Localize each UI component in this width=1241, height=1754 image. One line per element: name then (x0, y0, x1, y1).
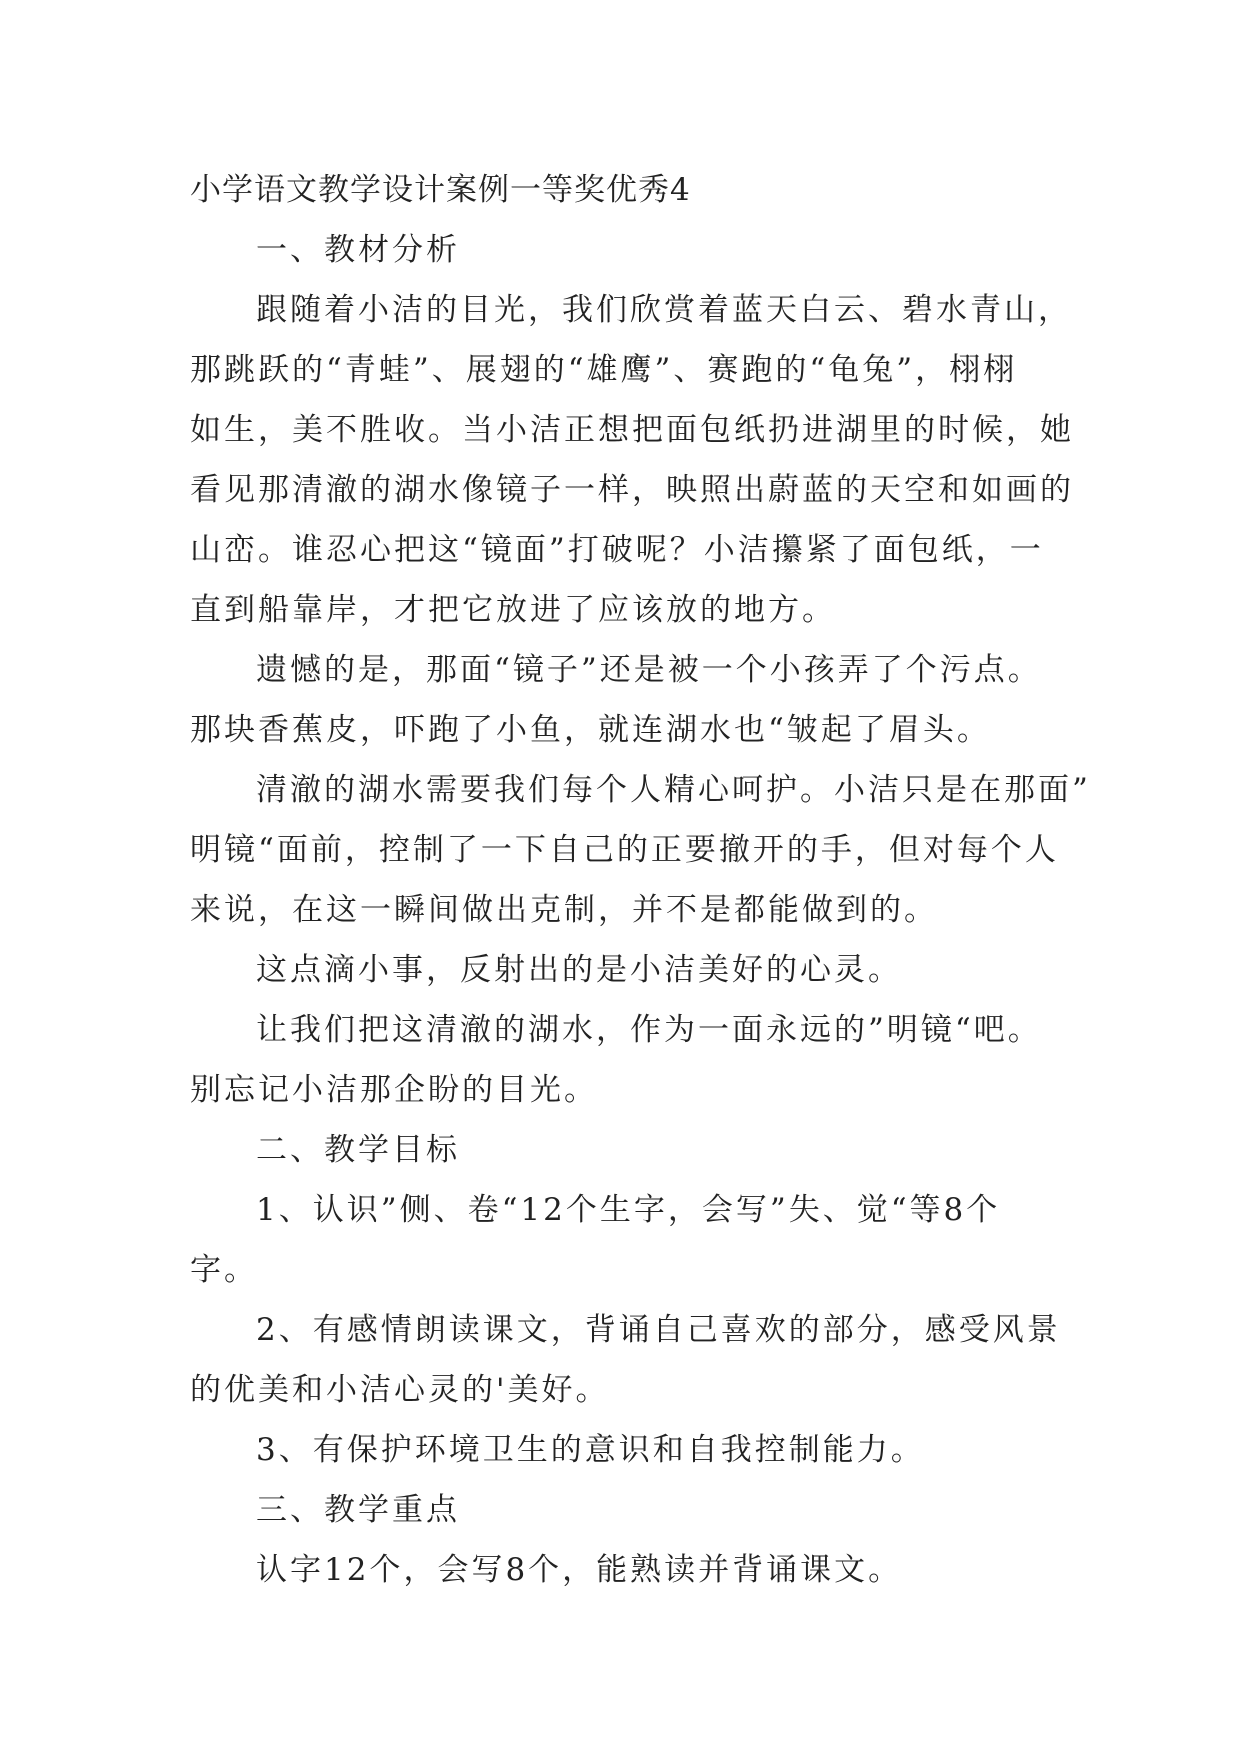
paragraph-line: 这点滴小事，反射出的是小洁美好的心灵。 (256, 952, 902, 988)
paragraph-line: 明镜“面前，控制了一下自己的正要撤开的手，但对每个人 (190, 832, 1059, 868)
paragraph-line: 认字12个，会写8个，能熟读并背诵课文。 (256, 1552, 903, 1588)
document-title: 小学语文教学设计案例一等奖优秀4 (190, 172, 691, 208)
paragraph-line: 让我们把这清澈的湖水，作为一面永远的”明镜“吧。 (256, 1012, 1042, 1048)
section-heading-teaching-focus: 三、教学重点 (256, 1492, 460, 1528)
list-item-line: 1、认识”侧、卷“12个生字，会写”失、觉“等8个 (256, 1192, 1001, 1228)
paragraph-line: 如生，美不胜收。当小洁正想把面包纸扔进湖里的时候，她 (190, 412, 1074, 448)
section-heading-textbook-analysis: 一、教材分析 (256, 232, 460, 268)
list-item-line: 字。 (190, 1252, 258, 1288)
paragraph-line: 清澈的湖水需要我们每个人精心呵护。小洁只是在那面” (256, 772, 1091, 808)
paragraph-line: 来说，在这一瞬间做出克制，并不是都能做到的。 (190, 892, 938, 928)
list-item-line: 3、有保护环境卫生的意识和自我控制能力。 (256, 1432, 925, 1468)
paragraph-line: 直到船靠岸，才把它放进了应该放的地方。 (190, 592, 836, 628)
section-heading-teaching-goals: 二、教学目标 (256, 1132, 460, 1168)
document-body (190, 160, 1091, 1600)
paragraph-line: 那块香蕉皮，吓跑了小鱼，就连湖水也“皱起了眉头。 (190, 712, 991, 748)
paragraph-line: 跟随着小洁的目光，我们欣赏着蓝天白云、碧水青山， (256, 292, 1072, 328)
list-item-line: 的优美和小洁心灵的'美好。 (190, 1372, 610, 1408)
paragraph-line: 看见那清澈的湖水像镜子一样，映照出蔚蓝的天空和如画的 (190, 472, 1074, 508)
paragraph-line: 遗憾的是，那面“镜子”还是被一个小孩弄了个污点。 (256, 652, 1042, 688)
list-item-line: 2、有感情朗读课文，背诵自己喜欢的部分，感受风景 (256, 1312, 1061, 1348)
paragraph-line: 那跳跃的“青蛙”、展翅的“雄鹰”、赛跑的“龟兔”，栩栩 (190, 352, 1018, 388)
paragraph-line: 山峦。谁忍心把这“镜面”打破呢？小洁攥紧了面包纸，一 (190, 532, 1044, 568)
paragraph-line: 别忘记小洁那企盼的目光。 (190, 1072, 598, 1108)
